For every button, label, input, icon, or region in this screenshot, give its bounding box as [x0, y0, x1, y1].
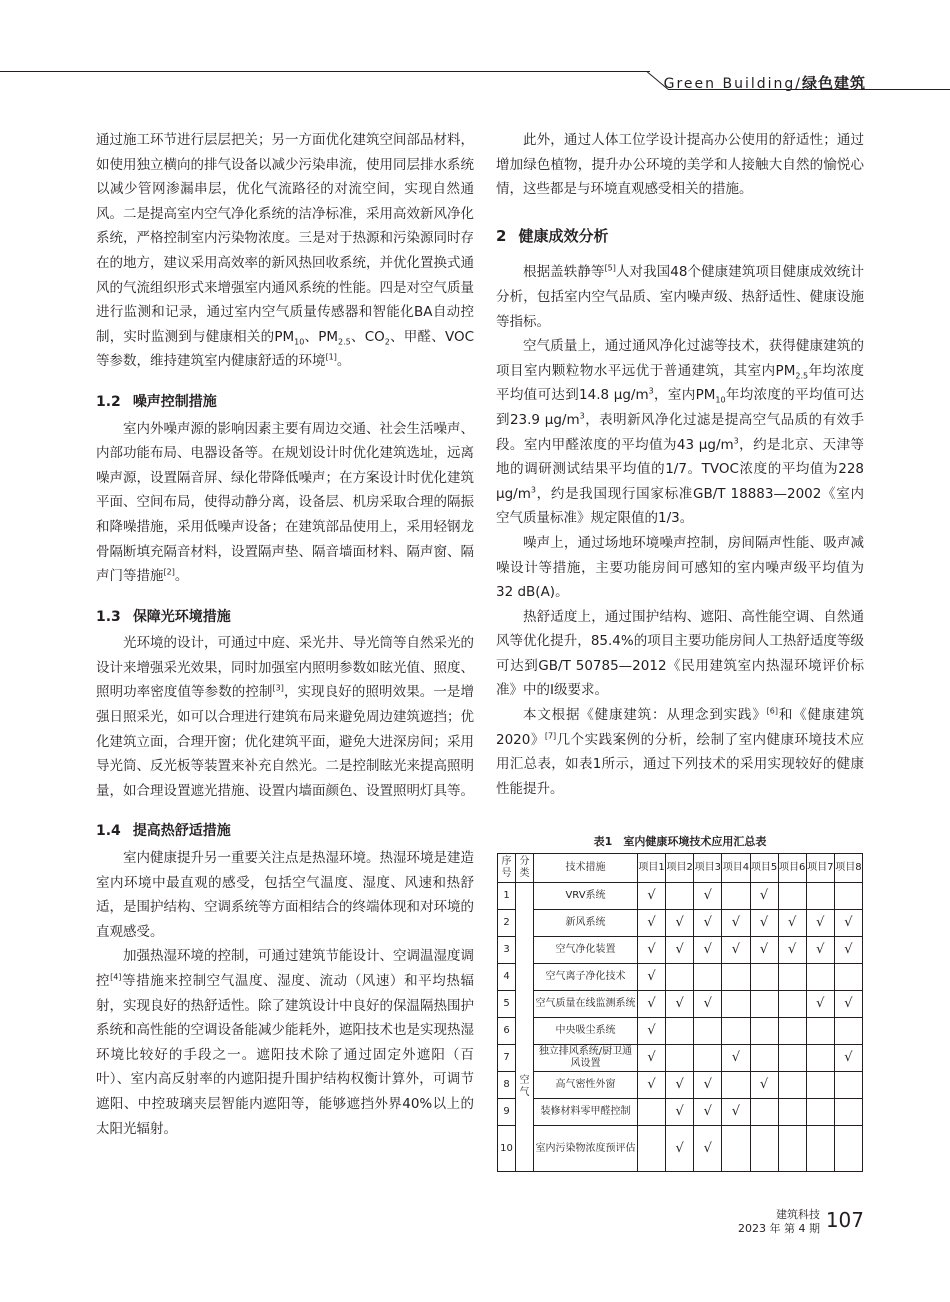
project-cell — [834, 964, 862, 991]
table-row — [498, 910, 863, 937]
project-cell — [750, 1018, 778, 1045]
check-mark: √ — [778, 937, 806, 964]
project-cell — [778, 964, 806, 991]
row-number: 3 — [498, 937, 516, 964]
check-mark: √ — [638, 937, 666, 964]
check-mark: √ — [638, 1072, 666, 1099]
check-mark: √ — [638, 964, 666, 991]
project-cell — [778, 1099, 806, 1126]
tech-summary-table — [497, 853, 863, 1172]
check-mark: √ — [666, 1099, 694, 1126]
tech-measure: 空气净化装置 — [534, 937, 638, 964]
project-cell — [722, 1018, 750, 1045]
category-cell: 空气 — [516, 883, 534, 1172]
project-cell — [834, 1099, 862, 1126]
project-cell — [666, 883, 694, 910]
table-row — [498, 1018, 863, 1045]
paragraph: 加强热湿环境的控制，可通过建筑节能设计、空调温湿度调控[4]等措施来控制空气温度、湿度、流动（风速）和平均热辐射，实现良好的热舒适性。除了建筑设计中良好的保温隔热围护系统和高性能的空调设备能减少能耗外，遮阳技术也是实现热湿环境比较好的手段之一。遮阳技术除了通过固定外遮阳（百叶）、室内高反射率的内遮阳提升围护结构权衡计算外，可调节遮阳、中控玻璃夹层智能内遮阳等，能够遮挡外界40%以上的太阳光辐射。 — [96, 948, 475, 1137]
project-cell — [806, 1018, 834, 1045]
project-cell — [666, 1018, 694, 1045]
table-row — [498, 964, 863, 991]
table-1 — [497, 833, 863, 1172]
check-mark: √ — [694, 883, 722, 910]
check-mark: √ — [722, 1045, 750, 1072]
table-row — [498, 937, 863, 964]
tech-measure: 独立排风系统/厨卫通风设置 — [534, 1045, 638, 1072]
right-column — [496, 128, 864, 801]
table-header-row — [498, 854, 863, 883]
table-header-cell: 项目3 — [694, 854, 722, 883]
paragraph: 室内健康提升另一重要关注点是热湿环境。热湿环境是建造室内环境中最直观的感受，包括空气温度、湿度、风速和热舒适，是围护结构、空调系统等方面相结合的终端体现和对环境的直观感受。 — [96, 850, 474, 940]
paragraph: 本文根据《健康建筑：从理念到实践》[6]和《健康建筑2020》[7]几个实践案例的分析，绘制了室内健康环境技术应用汇总表，如表1所示，通过下列技术的采用实现较好的健康性能提升。 — [496, 706, 865, 797]
paragraph: 空气质量上，通过通风净化过滤等技术，获得健康建筑的项目室内颗粒物水平远优于普通建筑，其室内$PM_{2.5}$年均浓度平均值可达到14.8 $\mu g/m^3$，室内$PM_{10}$年均浓度的平均值可达到23.9 $\mu g/m^3$，表明新风净化过滤是提高空气品质的有效手段。室内甲醛浓度的平均值为43 $\mu g/m^3$，约是北京、天津等地的调研测试结果平均值的1/7。TVOC浓度的平均值为228 $\mu g/m^3$，约是我国现行国家标准GB/T 18883—2002《室内空气质量标准》规定限值的1/3。 — [496, 338, 865, 527]
section-heading-2: 2 健康成效分析 — [496, 226, 609, 245]
check-mark: √ — [694, 1099, 722, 1126]
check-mark: √ — [666, 991, 694, 1018]
check-mark: √ — [666, 1072, 694, 1099]
table-row — [498, 1045, 863, 1072]
project-cell — [806, 964, 834, 991]
project-cell — [834, 1126, 862, 1172]
project-cell — [638, 1126, 666, 1172]
tech-measure: 室内污染物浓度预评估 — [534, 1126, 638, 1172]
project-cell — [806, 1072, 834, 1099]
table-header-cell: 项目5 — [750, 854, 778, 883]
page-number: 107 — [825, 1208, 864, 1232]
check-mark: √ — [750, 883, 778, 910]
project-cell — [722, 964, 750, 991]
check-mark: √ — [750, 1072, 778, 1099]
check-mark: √ — [834, 937, 862, 964]
check-mark: √ — [694, 910, 722, 937]
header-cn: 绿色建筑 — [801, 74, 866, 92]
tech-measure: 空气离子净化技术 — [534, 964, 638, 991]
paragraph: 室内外噪声源的影响因素主要有周边交通、社会生活噪声、内部功能布局、电器设备等。在规划设计时优化建筑选址，远离噪声源，设置隔音屏、绿化带降低噪声；在方案设计时优化建筑平面、空间布局，使得动静分离，设备层、机房采取合理的隔振和降噪措施，采用低噪声设备；在建筑部品使用上，采用轻钢龙骨隔断填充隔音材料，设置隔声垫、隔音墙面材料、隔声窗、隔声门等措施[2]。 — [96, 420, 474, 585]
table-header-cell: 项目1 — [638, 854, 666, 883]
table-row — [498, 1126, 863, 1172]
check-mark: √ — [666, 1126, 694, 1172]
table-caption: 表1 室内健康环境技术应用汇总表 — [593, 835, 767, 848]
paragraph: 光环境的设计，可通过中庭、采光井、导光筒等自然采光的设计来增强采光效果，同时加强室内照明参数如眩光值、照度、照明功率密度值等参数的控制[3]，实现良好的照明效果。一是增强日照采光，如可以合理进行建筑布局来避免周边建筑遮挡；优化建筑立面，合理开窗；优化建筑平面，避免大进深房间；采用导光筒、反光板等装置来补充自然光。二是控制眩光来提高照明量，如合理设置遮光措施、设置内墙面颜色、设置照明灯具等。 — [96, 635, 475, 799]
row-number: 2 — [498, 910, 516, 937]
section-heading-1-3: 1.3 保障光环境措施 — [96, 608, 231, 625]
table-header-cell: 项目2 — [666, 854, 694, 883]
table-header-cell: 项目8 — [834, 854, 862, 883]
project-cell — [778, 1126, 806, 1172]
check-mark: √ — [834, 1045, 862, 1072]
project-cell — [750, 991, 778, 1018]
project-cell — [638, 1099, 666, 1126]
paragraph: 热舒适度上，通过围护结构、遮阳、高性能空调、自然通风等优化提升，85.4%的项目主要功能房间人工热舒适度等级可达到GB/T 50785—2012《民用建筑室内热湿环境评价标准》中的Ⅰ级要求。 — [496, 608, 864, 699]
project-cell — [806, 1045, 834, 1072]
header-slash: / — [795, 76, 802, 92]
table-row — [498, 1072, 863, 1099]
check-mark: √ — [834, 991, 862, 1018]
check-mark: √ — [834, 910, 862, 937]
check-mark: √ — [638, 1045, 666, 1072]
check-mark: √ — [750, 937, 778, 964]
check-mark: √ — [806, 910, 834, 937]
table-row — [498, 883, 863, 910]
section-heading-1-4: 1.4 提高热舒适措施 — [96, 823, 231, 840]
running-header — [664, 72, 866, 93]
row-number: 8 — [498, 1072, 516, 1099]
check-mark: √ — [806, 937, 834, 964]
paragraph: 根据盖轶静等[5]人对我国48个健康建筑项目健康成效统计分析，包括室内空气品质、室内噪声级、热舒适性、健康设施等指标。 — [496, 263, 864, 330]
check-mark: √ — [666, 937, 694, 964]
project-cell — [750, 1045, 778, 1072]
tech-measure: 新风系统 — [534, 910, 638, 937]
check-mark: √ — [694, 1126, 722, 1172]
table-header-cell: 项目7 — [806, 854, 834, 883]
project-cell — [778, 1045, 806, 1072]
check-mark: √ — [694, 991, 722, 1018]
project-cell — [666, 1045, 694, 1072]
table-body — [498, 883, 863, 1172]
check-mark: √ — [638, 1018, 666, 1045]
left-column — [96, 128, 474, 1141]
project-cell — [778, 1018, 806, 1045]
paragraph: 噪声上，通过场地环境噪声控制，房间隔声性能、吸声减噪设计等措施，主要功能房间可感知的室内噪声级平均值为32 dB(A)。 — [496, 534, 864, 601]
project-cell — [750, 964, 778, 991]
row-number: 9 — [498, 1099, 516, 1126]
project-cell — [778, 1072, 806, 1099]
tech-measure: 高气密性外窗 — [534, 1072, 638, 1099]
header-en: Green Building — [663, 76, 796, 92]
project-cell — [806, 1126, 834, 1172]
project-cell — [722, 883, 750, 910]
project-cell — [722, 991, 750, 1018]
project-cell — [778, 883, 806, 910]
table-row — [498, 991, 863, 1018]
project-cell — [834, 1072, 862, 1099]
project-cell — [750, 1126, 778, 1172]
project-cell — [722, 1072, 750, 1099]
tech-measure: 空气质量在线监测系统 — [534, 991, 638, 1018]
row-number: 1 — [498, 883, 516, 910]
row-number: 6 — [498, 1018, 516, 1045]
issue-label: 2023 年 第 4 期 — [738, 1222, 820, 1235]
project-cell — [778, 991, 806, 1018]
tech-measure: 装修材料零甲醛控制 — [534, 1099, 638, 1126]
check-mark: √ — [722, 937, 750, 964]
tech-measure: 中央吸尘系统 — [534, 1018, 638, 1045]
project-cell — [694, 1045, 722, 1072]
project-cell — [694, 1018, 722, 1045]
project-cell — [806, 883, 834, 910]
table-header-cell: 技术措施 — [534, 854, 638, 883]
tech-measure: VRV系统 — [534, 883, 638, 910]
row-number: 4 — [498, 964, 516, 991]
check-mark: √ — [638, 991, 666, 1018]
project-cell — [722, 1126, 750, 1172]
check-mark: √ — [722, 1099, 750, 1126]
project-cell — [694, 964, 722, 991]
project-cell — [750, 1099, 778, 1126]
check-mark: √ — [778, 910, 806, 937]
table-header-cell: 项目6 — [778, 854, 806, 883]
check-mark: √ — [638, 883, 666, 910]
check-mark: √ — [722, 910, 750, 937]
row-number: 7 — [498, 1045, 516, 1072]
check-mark: √ — [806, 991, 834, 1018]
header-rule — [0, 71, 650, 72]
section-heading-1-2: 1.2 噪声控制措施 — [96, 393, 217, 410]
check-mark: √ — [694, 937, 722, 964]
table-header-cell: 分类 — [516, 854, 534, 883]
row-number: 10 — [498, 1126, 516, 1172]
check-mark: √ — [750, 910, 778, 937]
project-cell — [834, 1018, 862, 1045]
project-cell — [666, 964, 694, 991]
project-cell — [834, 883, 862, 910]
table-row — [498, 1099, 863, 1126]
table-header-cell: 序号 — [498, 854, 516, 883]
table-header-cell: 项目4 — [722, 854, 750, 883]
check-mark: √ — [638, 910, 666, 937]
check-mark: √ — [666, 910, 694, 937]
paragraph: 通过施工环节进行层层把关；另一方面优化建筑空间部品材料，如使用独立横向的排气设备以减少污染串流，使用同层排水系统以减少管网渗漏串层，优化气流路径的对流空间，实现自然通风。二是提高室内空气净化系统的洁净标准，采用高效新风净化系统，严格控制室内污染物浓度。三是对于热源和污染源同时存在的地方，建议采用高效率的新风热回收系统，并优化置换式通风的气流组织形式来增强室内通风系统的性能。四是对空气质量进行监测和记录，通过室内空气质量传感器和智能化BA自动控制，实时监测到与健康相关的$PM_{10}$、$PM_{2.5}$、$CO_2$、甲醛、VOC等参数，维持建筑室内健康舒适的环境[1]。 — [96, 132, 474, 370]
check-mark: √ — [694, 1072, 722, 1099]
paragraph: 此外，通过人体工位学设计提高办公使用的舒适性；通过增加绿色植物，提升办公环境的美学和人接触大自然的愉悦心情，这些都是与环境直观感受相关的措施。 — [496, 132, 864, 198]
project-cell — [806, 1099, 834, 1126]
journal-name: 建筑科技 — [776, 1208, 820, 1221]
row-number: 5 — [498, 991, 516, 1018]
